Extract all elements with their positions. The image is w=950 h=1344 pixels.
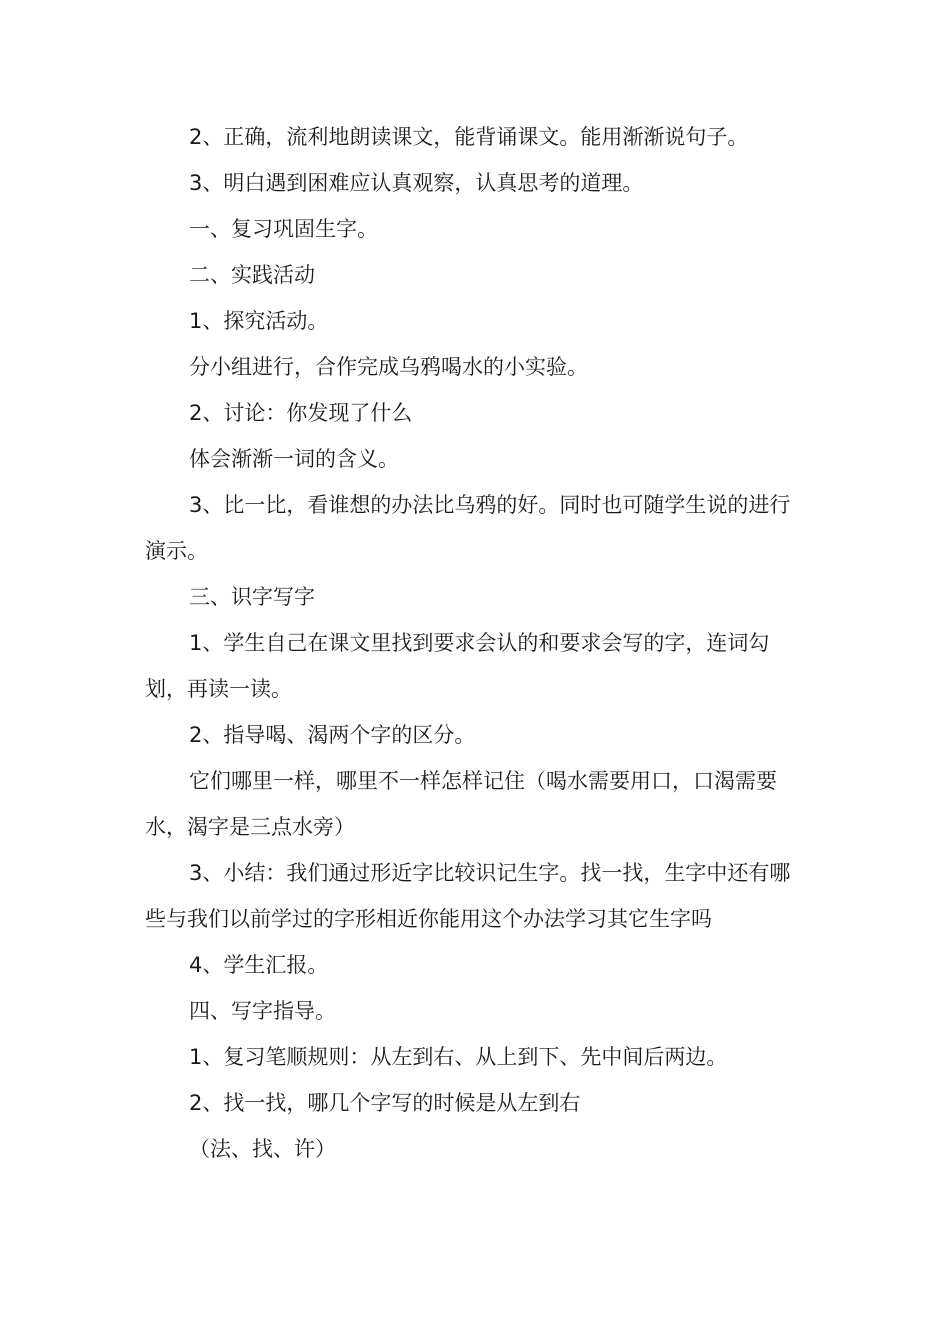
paragraph-1: 2、正确，流利地朗读课文，能背诵课文。能用渐渐说句子。	[189, 125, 749, 149]
paragraph-9: 2、指导喝、渴两个字的区分。	[189, 723, 476, 747]
paragraph-7: 3、比一比，看谁想的办法比乌鸦的好。同时也可随学生说的进行演示。	[145, 493, 791, 563]
paragraph-6: 体会渐渐一词的含义。	[189, 447, 399, 471]
section-heading-3: 三、识字写字	[189, 585, 315, 609]
paragraph-2: 3、明白遇到困难应认真观察，认真思考的道理。	[189, 171, 644, 195]
paragraph-13: 1、复习笔顺规则：从左到右、从上到下、先中间后两边。	[189, 1045, 728, 1069]
paragraph-12: 4、学生汇报。	[189, 953, 329, 977]
paragraph-14: 2、找一找，哪几个字写的时候是从左到右	[189, 1091, 581, 1115]
section-heading-4: 四、写字指导。	[189, 999, 336, 1023]
section-heading-1: 一、复习巩固生字。	[189, 217, 378, 241]
paragraph-3: 1、探究活动。	[189, 309, 329, 333]
paragraph-4: 分小组进行，合作完成乌鸦喝水的小实验。	[189, 355, 588, 379]
paragraph-8: 1、学生自己在课文里找到要求会认的和要求会写的字，连词勾划，再读一读。	[145, 631, 770, 701]
paragraph-5: 2、讨论：你发现了什么	[189, 401, 413, 425]
paragraph-15: （法、找、许）	[189, 1137, 336, 1161]
document-body	[145, 114, 807, 1172]
section-heading-2: 二、实践活动	[189, 263, 315, 287]
paragraph-11: 3、小结：我们通过形近字比较识记生字。找一找，生字中还有哪些与我们以前学过的字形相近你能用这个办法学习其它生字吗	[145, 861, 791, 931]
paragraph-10: 它们哪里一样，哪里不一样怎样记住（喝水需要用口，口渴需要水，渴字是三点水旁）	[145, 769, 777, 839]
